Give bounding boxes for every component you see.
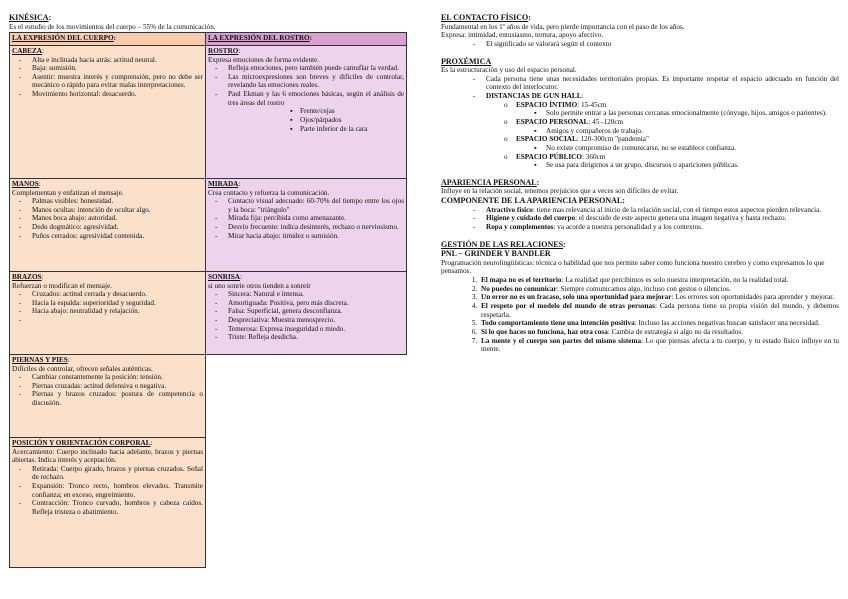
empty-cell xyxy=(206,354,407,437)
list-item: - Piernas y brazos cruzados: postura de competencia o discusión. xyxy=(32,390,203,407)
list-item: - Las microexpresiones son breves y difíciles de controlar, revelando las emociones reales. xyxy=(228,73,404,90)
list-item: - Contacto visual adecuado: 60-70% del tiempo entre los ojos y la boca: "triángulo" xyxy=(228,197,404,214)
list-item: ▪ Parte inferior de la cara xyxy=(300,125,404,134)
list-item: ▪ Ojos/párpados xyxy=(300,116,404,125)
kinesica-table xyxy=(9,32,407,568)
list-item: 6. Si lo que haces no funciona, haz otra cosa: Cambia de estrategia si algo no da resultados. xyxy=(479,328,839,337)
list-item: - Piernas cruzadas: actitud defensiva o negativa. xyxy=(32,382,203,391)
cell-cabeza: CABEZA: - Alta e inclinada hacia atrás: actitud neutral. - Baja: sumisión. - Asentir: muestra interés y comprensión, pero no debe ser mecánico o rápido para evitar malas interpretaciones. - Movimiento horizontal: desacuerdo. xyxy=(10,45,206,178)
gestion-title: GESTIÓN DE LAS RELACIONES: xyxy=(441,239,566,249)
list-item: - Falsa: Superficial, genera desconfianza. xyxy=(228,307,404,316)
head-rostro: LA EXPRESIÓN DEL ROSTRO: xyxy=(206,33,407,46)
list-item: 2. No puedes no comunicar: Siempre comunicamos algo, incluso con gestos o silencios. xyxy=(479,285,839,294)
list-item: - Hacia la espalda: superioridad y seguridad. xyxy=(32,299,203,308)
list-item: - Despreciativa: Muestra menosprecio. xyxy=(228,316,404,325)
list-item: - Hacia abajo: neutralidad y relajación. xyxy=(32,307,203,316)
list-item: - Cambiar constantemente la posición: tensión. xyxy=(32,373,203,382)
cell-rostro: ROSTRO: Expresa emociones de forma evidente. - Refleja emociones, pero también puede camuflar la verdad. - Las microexpresiones son breves y difíciles de controlar, revelando las emociones reales. - Paul Ekman y las 6 emociones básicas, según el análisis de tres áreas del rostro ▪ Frente/cejas ▪ Ojos/párpados ▪ Parte inferior de la cara xyxy=(206,45,407,178)
head-cuerpo: LA EXPRESIÓN DEL CUERPO: xyxy=(10,33,206,46)
list-item: 1. El mapa no es el territorio: La realidad que percibimos es solo nuestra interpretación, no la realidad total. xyxy=(479,276,839,285)
list-item: 3. Un error no es un fracaso, solo una oportunidad para mejorar: Los errores son oportunidades para aprender y mejorar. xyxy=(479,293,839,302)
list-item: ▪ Frente/cejas xyxy=(300,107,404,116)
list-item: - Alta e inclinada hacia atrás: actitud neutral. xyxy=(32,56,203,65)
list-item: 7. La mente y el cuerpo son partes del mismo sistema: Lo que piensas afecta a tu cuerpo, y tu estado físico influye en tu mente. xyxy=(479,337,839,354)
list-item: - Cada persona tiene unas necesidades territoriales propias. Es importante respetar el espacio adecuado en función del contexto del interlocutor. xyxy=(486,75,839,92)
gestion-subtitle: PNL – GRINDER Y BANDLER xyxy=(441,249,551,259)
list-item: - Manos boca abajo: autoridad. xyxy=(32,214,203,223)
apariencia-subtitle: COMPONENTE DE LA APARIENCIA PERSONAL: xyxy=(441,196,625,206)
right-column xyxy=(441,13,839,354)
list-item: - DISTANCIAS DE GUN HALL: o ESPACIO ÍNTIMO: 15-45cm ▪ Solo permite entrar a las personas cercanas emocionalmente (cónyuge, hijos, amigos o parientes). o ESPACIO PERSONAL: 45 -120cm ▪ Amigos y compañeros de trabajo. o ESPACIO SOCIAL: 120-300cm "pandemia" ▪ No existe compromiso de comunicarse, no se establece confianza. o ESPACIO PÚBLICO: 360cm ▪ Se usa para dirigirnos a un grupo, discursos o apariciones públicas. xyxy=(486,92,839,170)
cell-manos: MANOS: Complementan y enfatizan el mensaje. - Palmas visibles: honestidad. - Manos ocultas: intención de ocultar algo. - Manos boca abajo: autoridad. - Dedo dogmático: agresividad. - Puños cerrados: agresividad contenida. xyxy=(10,178,206,271)
contacto-title: EL CONTACTO FÍSICO: xyxy=(441,13,531,22)
list-item: - Asentir: muestra interés y comprensión, pero no debe ser mecánico o rápido para evitar malas interpretaciones. xyxy=(32,73,203,90)
list-item: - Cruzados: actitud cerrada y desacuerdo. xyxy=(32,290,203,299)
list-item: - Triste: Refleja desdicha. xyxy=(228,333,404,342)
list-item: - Expansión: Tronco recto, hombros elevados. Transmite confianza; en exceso, engreimiento. xyxy=(32,482,203,499)
list-item: - Baja: sumisión. xyxy=(32,64,203,73)
list-item xyxy=(32,316,203,325)
list-item: - Ropa y complementos: va acorde a nuestra personalidad y a los contextos. xyxy=(486,223,839,232)
list-item: - Higiene y cuidado del cuerpo: el descuido de este aspecto genera una imagen negativa y hasta rechazo. xyxy=(486,214,839,223)
proxemica-title: PROXÉMICA xyxy=(441,56,492,66)
list-item: - Atractivo físico: tiene mas relevancia al inicio de la relación social, con el tiempo estos aspectos pierden relevancia. xyxy=(486,206,839,215)
list-item: - Puños cerrados: agresividad contenida. xyxy=(32,232,203,241)
list-item: - Movimiento horizontal: desacuerdo. xyxy=(32,90,203,99)
list-item: - Manos ocultas: intención de ocultar algo. xyxy=(32,206,203,215)
list-item: - Temerosa: Expresa inseguridad o miedo. xyxy=(228,325,404,334)
list-item: o ESPACIO PERSONAL: 45 -120cm ▪ Amigos y compañeros de trabajo. xyxy=(516,118,839,135)
list-item: o ESPACIO PÚBLICO: 360cm ▪ Se usa para dirigirnos a un grupo, discursos o apariciones públicas. xyxy=(516,153,839,170)
cell-piernas: PIERNAS Y PIES: Difíciles de controlar, ofrecen señales auténticas. - Cambiar constantemente la posición: tensión. - Piernas cruzadas: actitud defensiva o negativa. - Piernas y brazos cruzados: postura de competencia o discusión. xyxy=(10,354,206,437)
contacto-section: EL CONTACTO FÍSICO: Fundamental en los 1º años de vida, pero pierde importancia con el paso de los años. Expresa: intimidad, entusiasmo, ternura, apoyo afectivo. - El significado se valorará según el contexto xyxy=(441,13,839,49)
list-item: - Desvío frecuente: indica desinterés, rechazo o nerviosismo. xyxy=(228,223,404,232)
kinesica-intro: Es el estudio de los movimientos del cuerpo – 55% de la comunicación. xyxy=(9,22,216,31)
empty-cell xyxy=(206,437,407,567)
list-item: o ESPACIO ÍNTIMO: 15-45cm ▪ Solo permite entrar a las personas cercanas emocionalmente (cónyuge, hijos, amigos o parientes). xyxy=(516,101,839,118)
list-item: 4. El respeto por el modelo del mundo de otras personas: Cada persona tiene su propia visión del mundo, y debemos respetarla. xyxy=(479,302,839,319)
cell-sonrisa: SONRISA: si uno sonríe otros tienden a sonreír - Sincera: Natural e intensa. - Amortiguada: Positiva, pero más discreta. - Falsa: Superficial, genera desconfianza. - Despreciativa: Muestra menosprecio. - Temerosa: Expresa inseguridad o miedo. - Triste: Refleja desdicha. xyxy=(206,271,407,354)
cell-mirada: MIRADA: Crea contacto y refuerza la comunicación. - Contacto visual adecuado: 60-70% del tiempo entre los ojos y la boca: "triángulo" - Mirada fija: percibida como amenazante. - Desvío frecuente: indica desinterés, rechazo o nerviosismo. - Mirar hacia abajo: timidez o sumisión. xyxy=(206,178,407,271)
list-item: - Paul Ekman y las 6 emociones básicas, según el análisis de tres áreas del rostro xyxy=(228,90,404,107)
list-item: - Refleja emociones, pero también puede camuflar la verdad. xyxy=(228,64,404,73)
apariencia-title: APARIENCIA PERSONAL: xyxy=(441,177,540,187)
cell-posicion: POSICIÓN Y ORIENTACIÓN CORPORAL: Acercamiento: Cuerpo inclinado hacia adelante, brazos y piernas abiertas. Indica interés y aceptación. - Retirada: Cuerpo girado, brazos y piernas cruzados. Señal de rechazo. - Expansión: Tronco recto, hombros elevados. Transmite confianza; en exceso, engreimiento. - Contracción: Tronco curvado, hombros y cabeza caídos. Refleja tristeza o abatimiento. xyxy=(10,437,206,567)
apariencia-section: APARIENCIA PERSONAL: Influye en la relación social, tenemos prejuicios que a veces son difíciles de evitar. COMPONENTE DE LA APARIENCIA PERSONAL: - Atractivo físico: tiene mas relevancia al inicio de la relación social, con el tiempo estos aspectos pierden relevancia. - Higiene y cuidado del cuerpo: el descuido de este aspecto genera una imagen negativa y hasta rechazo. - Ropa y complementos: va acorde a nuestra personalidad y a los contextos. xyxy=(441,178,839,232)
cell-brazos: BRAZOS: Refuerzan o modifican el mensaje. - Cruzados: actitud cerrada y desacuerdo. - Hacia la espalda: superioridad y seguridad. - Hacia abajo: neutralidad y relajación. - xyxy=(10,271,206,354)
list-item: - El significado se valorará según el contexto xyxy=(486,40,839,49)
list-item: o ESPACIO SOCIAL: 120-300cm "pandemia" ▪ No existe compromiso de comunicarse, no se establece confianza. xyxy=(516,135,839,152)
list-item: - Mirada fija: percibida como amenazante. xyxy=(228,214,404,223)
proxemica-section: PROXÉMICA Es la estructuración y uso del espacio personal. - Cada persona tiene unas necesidades territoriales propias. Es importante respetar el espacio adecuado en función del contexto del interlocutor. - DISTANCIAS DE GUN HALL: o ESPACIO ÍNTIMO: 15-45cm ▪ Solo permite entrar a las personas cercanas emocionalmente (cónyuge, hijos, amigos o parientes). o ESPACIO PERSONAL: 45 -120cm ▪ Amigos y compañeros de trabajo. o ESPACIO SOCIAL: 120-300cm "pandemia" ▪ No existe compromiso de comunicarse, no se establece confianza. o ESPACIO PÚBLICO: 360cm ▪ Se usa para dirigirnos a un grupo, discursos o apariciones públicas. xyxy=(441,57,839,170)
list-item: - Palmas visibles: honestidad. xyxy=(32,197,203,206)
list-item: - Amortiguada: Positiva, pero más discreta. xyxy=(228,299,404,308)
list-item: - Retirada: Cuerpo girado, brazos y piernas cruzados. Señal de rechazo. xyxy=(32,465,203,482)
left-column xyxy=(9,13,407,568)
list-item: - Dedo dogmático: agresividad. xyxy=(32,223,203,232)
kinesica-title: KINÉSICA: xyxy=(9,13,52,22)
gestion-section: GESTIÓN DE LAS RELACIONES: PNL – GRINDER Y BANDLER Programación neurolingüísticas: técnica o habilidad que nos permite saber como funciona nuestro cerebro y como expresamos lo que pensamos. 1. El mapa no es el territorio: La realidad que percibimos es solo nuestra interpretación, no la realidad total. 2. No puedes no comunicar: Siempre comunicamos algo, incluso con gestos o silencios. 3. Un error no es un fracaso, solo una oportunidad para mejorar: Los errores son oportunidades para aprender y mejorar. 4. El respeto por el modelo del mundo de otras personas: Cada persona tiene su propia visión del mundo, y debemos respetarla. 5. Todo comportamiento tiene una intención positiva: Incluso las acciones negativas buscan satisfacer una necesidad. 6. Si lo que haces no funciona, haz otra cosa: Cambia de estrategia si algo no da resultados. 7. La mente y el cuerpo son partes del mismo sistema: Lo que piensas afecta a tu cuerpo, y tu estado físico influye en tu mente. xyxy=(441,240,839,354)
list-item: - Mirar hacia abajo: timidez o sumisión. xyxy=(228,232,404,241)
list-item: - Sincera: Natural e intensa. xyxy=(228,290,404,299)
list-item: - Contracción: Tronco curvado, hombros y cabeza caídos. Refleja tristeza o abatimiento. xyxy=(32,499,203,516)
list-item: 5. Todo comportamiento tiene una intención positiva: Incluso las acciones negativas buscan satisfacer una necesidad. xyxy=(479,319,839,328)
